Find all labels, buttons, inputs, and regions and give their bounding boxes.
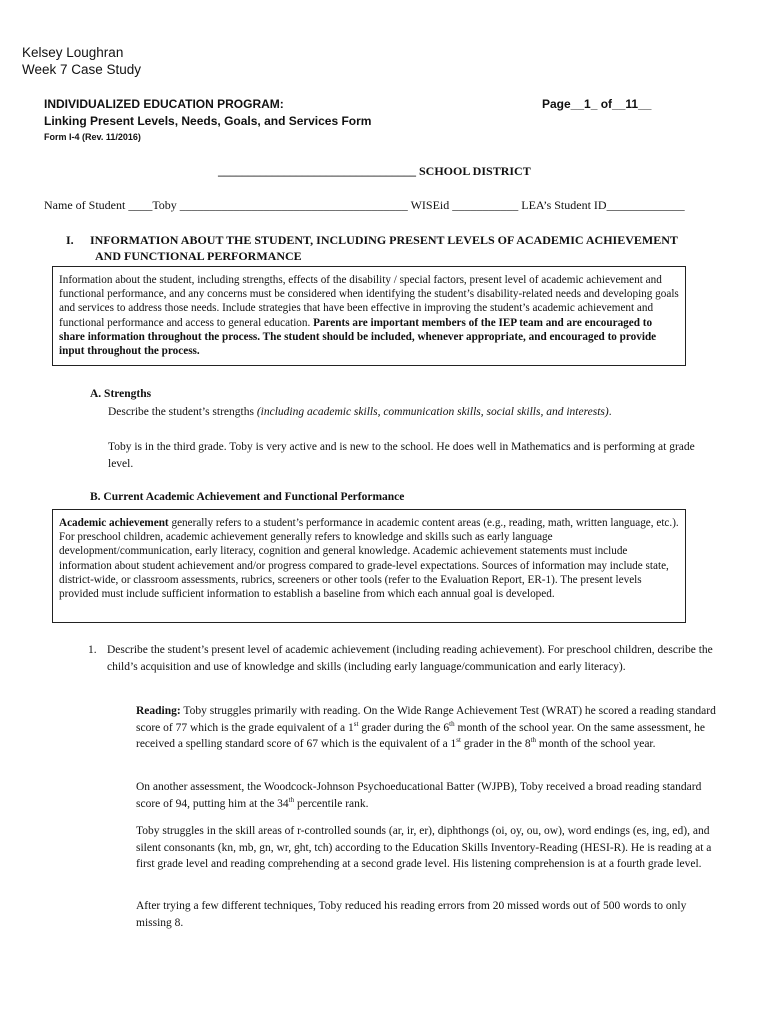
author-name: Kelsey Loughran — [22, 45, 124, 60]
section-number: I. — [66, 233, 74, 247]
info-box-text: Information about the student, including strengths, effects of the disability / special factors, present level of academic achievement and functional performance, and any concerns must be considered when identifying the student’s disability-related needs and developing goals and services to address those needs. Include strategies that have been effective in improving the student’s academic achievement and functional performance and access to general education. — [59, 274, 679, 329]
reading-p1-a: Toby struggles primarily with reading. On the Wide Range Achievement Test (WRAT) he scored a reading standard score of 77 which is the grade equivalent of a 1 — [136, 705, 716, 734]
reading-p2-b: percentile rank. — [294, 797, 369, 810]
section-title-line2: AND FUNCTIONAL PERFORMANCE — [95, 249, 302, 263]
item-text: Describe the student’s present level of academic achievement (including reading achievement). For preschool children, describe the child’s acquisition and use of knowledge and skills (including early language/communication and early literacy). — [107, 644, 713, 673]
achievement-info-box — [52, 509, 686, 623]
form-subtitle: Linking Present Levels, Needs, Goals, and Services Form — [44, 114, 372, 128]
student-info-line: Name of Student ____Toby ______________________________________ WISEid ___________ LEA’s Student ID_____________ — [44, 198, 685, 212]
form-title: INDIVIDUALIZED EDUCATION PROGRAM: — [44, 97, 284, 111]
section-title-line1: INFORMATION ABOUT THE STUDENT, INCLUDING PRESENT LEVELS OF ACADEMIC ACHIEVEMENT — [90, 233, 678, 247]
reading-paragraph-4: After trying a few different techniques, Toby reduced his reading errors from 20 missed words out of 500 words to only missing 8. — [136, 900, 687, 929]
strengths-heading: A. Strengths — [90, 388, 152, 400]
achievement-box-bold: Academic achievement — [59, 517, 169, 529]
strengths-prompt-text: Describe the student’s strengths — [108, 406, 257, 418]
reading-paragraph-3: Toby struggles in the skill areas of r-controlled sounds (ar, ir, er), diphthongs (oi, oy, ou, ow), word endings (es, ing, ed), and silent consonants (kn, mb, gn, wr, ght, tch) according to the Education Skills Inventory-Reading (HESI-R). He is reading at a first grade level and reading comprehending at a second grade level. His listening comprehension is at a fourth grade level. — [136, 825, 712, 870]
section-heading — [66, 232, 736, 264]
reading-p1-e: month of the school year. — [536, 738, 656, 750]
reading-p2-sup: th — [288, 795, 295, 804]
reading-p1-sup1: st — [353, 719, 359, 728]
reading-paragraph-1 — [136, 703, 722, 753]
strengths-prompt-end: . — [608, 406, 612, 418]
school-district-line: _________________________________ SCHOOL DISTRICT — [218, 164, 531, 178]
strengths-prompt-italic: (including academic skills, communication skills, social skills, and interests) — [256, 406, 609, 418]
reading-p1-d: grader in the 8 — [460, 738, 531, 750]
author-block — [22, 44, 141, 78]
reading-label: Reading: — [136, 705, 181, 717]
achievement-box-text: generally refers to a student’s performance in academic content areas (e.g., reading, math, written language, etc.). For preschool children, academic achievement generally refers to knowledge and skills such as early language development/communication, early literacy, cognition and general knowledge. Academic achievement statements must include information about student achievement and/or progress compared to grade-level expectations. Sources of information may include state, district-wide, or classroom assessments, rubrics, screeners or other tools (refer to the Evaluation Report, ER-1). The present levels provided must include sufficient information to establish a baseline from which each annual goal is developed. — [59, 517, 679, 601]
reading-paragraph-2 — [136, 779, 722, 812]
reading-p2-a: On another assessment, the Woodcock-Johnson Psychoeducational Batter (WJPB), Toby received a broad reading standard score of 94, putting him at the 34 — [136, 781, 702, 810]
info-box — [52, 266, 686, 366]
reading-p1-sup2: th — [449, 719, 455, 728]
strengths-prompt — [108, 404, 728, 421]
reading-p1-c: month of the school year. On the same assessment, he received a spelling standard score of 67 which is the equivalent of a 1 — [136, 721, 706, 750]
page-number: Page__1_ of__11__ — [542, 97, 652, 111]
current-achievement-heading: B. Current Academic Achievement and Functional Performance — [90, 491, 405, 503]
reading-p1-b: grader during the 6 — [358, 721, 450, 734]
strengths-answer: Toby is in the third grade. Toby is very active and is new to the school. He does well in Mathematics and is performing at grade level. — [108, 441, 695, 470]
info-box-bold-text: Parents are important members of the IEP team and are encouraged to share information throughout the process. The student should be included, whenever appropriate, and encouraged to provide input throughout the process. — [59, 316, 657, 358]
assignment-name: Week 7 Case Study — [22, 62, 142, 77]
reading-p1-sup4: th — [530, 736, 537, 745]
reading-p1-sup3: st — [456, 736, 461, 745]
form-number: Form I-4 (Rev. 11/2016) — [44, 132, 141, 142]
item-number: 1. — [88, 644, 97, 656]
